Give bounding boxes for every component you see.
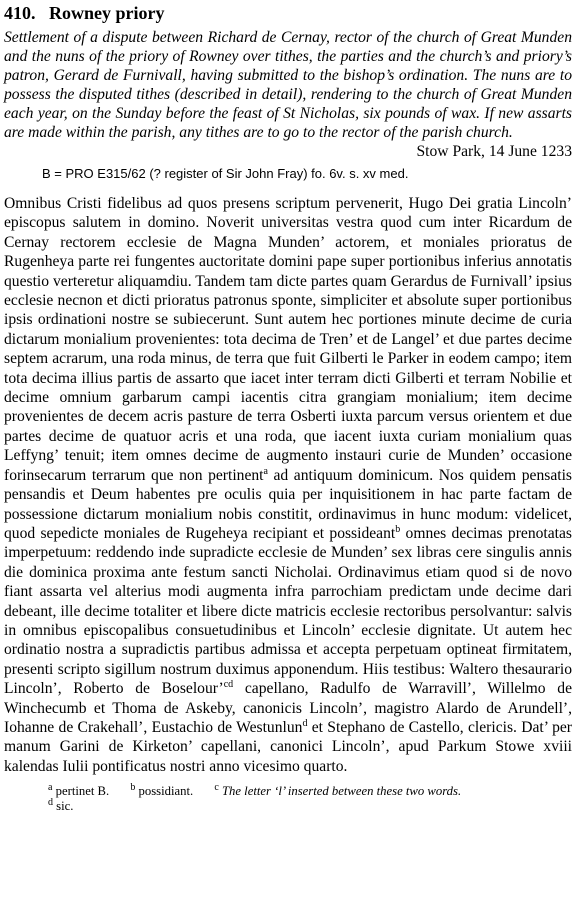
footnote-mark-d: d <box>302 717 308 729</box>
footnote-mark-b: b <box>395 523 401 535</box>
footnote-a: $^a$ pertinet B. <box>48 781 110 799</box>
place-date: Stow Park, 14 June 1233 <box>416 143 572 160</box>
footnotes <box>48 781 572 814</box>
source-note: B = PRO E315/62 (? register of Sir John Fray) fo. 6v. s. xv med. <box>42 166 409 181</box>
entry-heading <box>4 2 572 24</box>
footnote-d: $^d$ sic. <box>48 796 74 814</box>
footnote-b: $^b$ possidiant. <box>130 781 194 799</box>
footnote-mark-cd: cd <box>223 678 234 690</box>
calendar-summary: Settlement of a dispute between Richard de Cernay, rector of the church of Great Munden and the nuns of the priory of Rowney over tithes, the parties and the church’s and priory’s patron, Gerard de Furnivall, having submitted to the bishop’s ordination. The nuns are to possess the disputed tithes (described in detail), rendering to the church of Great Munden each year, on the Sunday before the feast of St Nicholas, six pounds of wax. If new assarts are made within the parish, any tithes are to go to the rector of the parish church. <box>4 29 572 141</box>
entry-title: Rowney priory <box>49 3 165 23</box>
footnote-c: $^c$ The letter ‘l’ inserted between these two words. <box>214 781 462 799</box>
entry-number: 410. <box>4 3 36 23</box>
footnote-row-1 <box>48 781 572 799</box>
footnote-mark-a: a <box>263 465 268 477</box>
footnote-row-2 <box>48 796 572 814</box>
charter-text: Omnibus Cristi fidelibus ad quos presens scriptum pervenerit, Hugo Dei gratia Lincoln’ episcopus salutem in domino. Noverit universitas vestra quod cum inter Ricardum de Cernay rectorem ecclesie de Magna Munden’ actorem, et moniales prioratus de Rugenheya parte rei fungentes auctoritate domini pape super portionibus inferius annotatis questio verteretur aliquamdiu. Tandem tam dicte partes quam Gerardus de Furnivall’ ipsius ecclesie necnon et dicti prioratus patronus sponte, simpliciter et absolute super portionibus ipsis ordinationi nostre se subiecerunt. Sunt autem hec portiones minute decime de curia dictarum monialium provenientes: tota decima de Tren’ et de Langel’ et due partes decime septem acrarum, una roda minus, de terra que fuit Gilberti le Parker in eodem campo; item tota decima illius partis de assarto que iacet inter terram dicti Gilberti et terram Nobilie et decime omnium garbarum campi iacentis citra grangiam monialium; item decime provenientes de decem acris pasture de terra Osberti iuxta parcum versus orientem et due partes decime de quatuor acris et una roda, que iacent iuxta curiam monialium quas Leffyng’ tenuit; item omnes decime de augmento instauri curie de Munden’ occasione forinsecarum terrarum que non pertinent$^a$ ad antiquum dominicum. Nos quidem pensatis pensandis et Deum habentes pre oculis quia per inquisitionem in hac parte factam de possessione dictarum monialium nobis constitit, ordinavimus in hunc modum: videlicet, quod sepedicte moniales de Rugeheya recipiant et possideant$^b$ omnes decimas prenotatas imperpetuum: reddendo inde supradicte ecclesie de Munden’ sex libras cere singulis annis die dominica proxima ante festum sancti Nicholai. Ordinavimus etiam quod si de novo fiant assarta vel alterius modi augmenta infra parrochiam predictam unde decime dari debeant, ille decime totaliter et libere dicte matricis ecclesie rectoribus persolvantur: salvis in omnibus episcopalibus consuetudinibus et Lincoln’ ecclesie dignitate. Ut autem hec ordinatio nostra a supradictis partibus admissa et accepta perpetuam optineat firmitatem, presenti scripto sigillum nostrum duximus apponendum. Hiis testibus: Waltero thesaurario Lincoln’, Roberto de Boselour’$^{cd}$ capellano, Radulfo de Warravill’, Willelmo de Winchecumb et Thoma de Askeby, canonicis Lincoln’, magistro Alardo de Arundell’, Iohanne de Crakehall’, Eustachio de Westunlun$^d$ et Stephano de Castello, clericis. Dat’ per manum Garini de Kirketon’ capellani, canonici Lincoln’, apud Parkum Stowe xviii kalendas Iulii pontificatus nostri anno vicesimo quarto. <box>4 195 572 775</box>
